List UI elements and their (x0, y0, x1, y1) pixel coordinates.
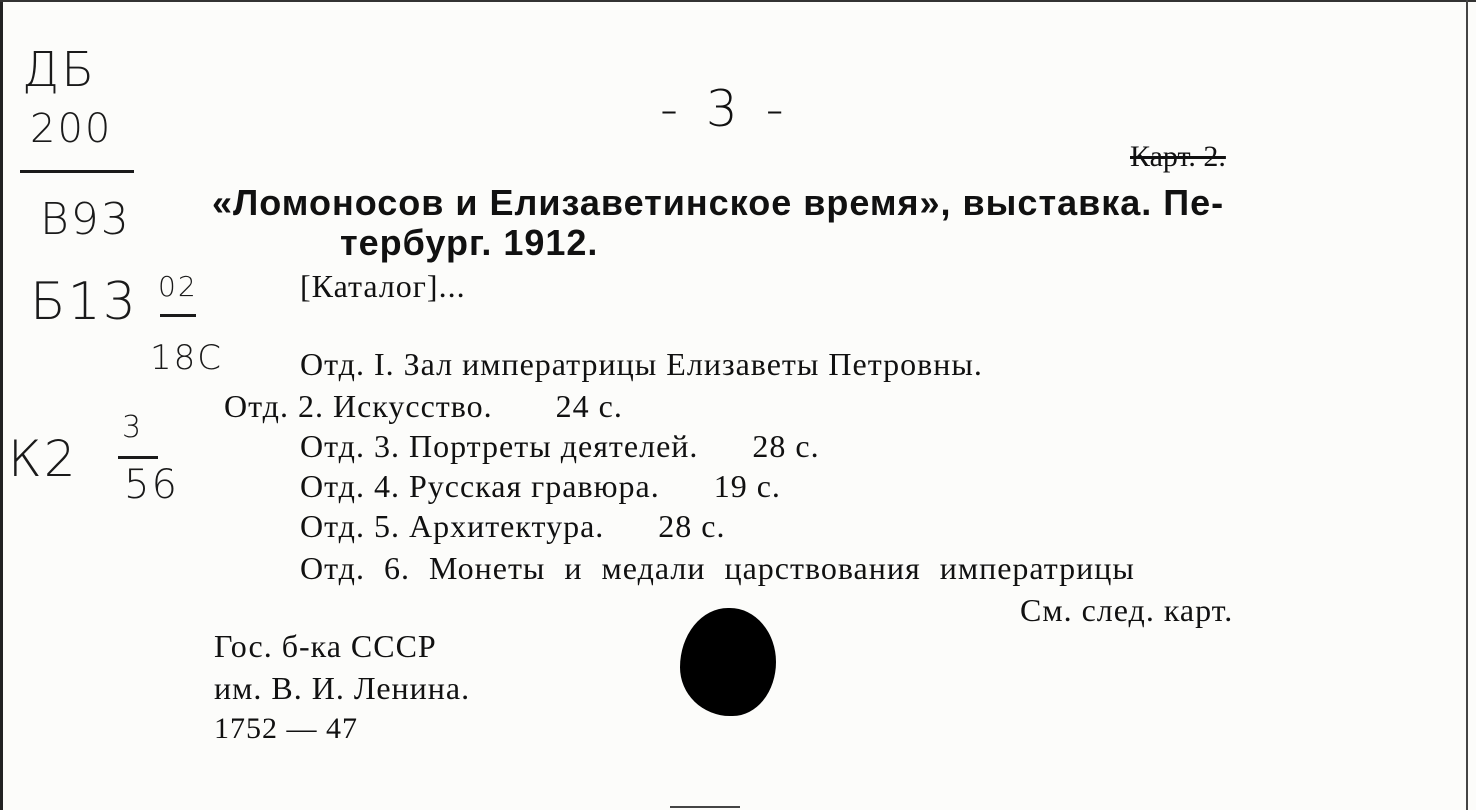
handwritten-underline (20, 170, 134, 173)
card-edge-top (0, 0, 1476, 2)
handwritten-shelf-2-sup: 02 (158, 270, 198, 303)
title-line-1: «Ломоносов и Елизаветинское время», выставка. Пе- (212, 182, 1225, 223)
handwritten-shelf-3-main: К2 (8, 430, 78, 488)
library-line-1: Гос. б-ка СССР (214, 628, 437, 664)
library-line-3: 1752 — 47 (214, 712, 358, 745)
handwritten-shelf-2-main: Б13 (30, 272, 138, 332)
handwritten-shelf-3-num: 3 (122, 410, 144, 445)
section-4: Отд. 4. Русская гравюра. 19 с. (300, 468, 781, 504)
struck-reference: Карт. 2. (1130, 140, 1226, 173)
section-2: Отд. 2. Искусство. 24 с. (224, 388, 623, 424)
card-edge-right (1466, 0, 1468, 810)
title-line-2: тербург. 1912. (340, 222, 599, 263)
handwritten-shelf-2-sub: 18С (150, 338, 224, 378)
handwritten-fraction-bar-1 (160, 314, 196, 317)
card-edge-left (0, 0, 3, 810)
handwritten-code-number: 200 (30, 106, 113, 152)
section-1: Отд. I. Зал императрицы Елизаветы Петровны. (300, 346, 983, 382)
handwritten-shelf-1: В93 (40, 194, 131, 245)
catalog-label: [Каталог]... (300, 268, 466, 304)
page-number: - 3 - (660, 80, 790, 138)
library-line-2: им. В. И. Ленина. (214, 670, 471, 706)
handwritten-fraction-bar-2 (118, 456, 158, 459)
handwritten-shelf-3-den: 56 (124, 462, 179, 508)
section-6: Отд. 6. Монеты и медали царствования императрицы (300, 550, 1135, 586)
card-edge-bottom (670, 806, 740, 808)
handwritten-code-top: ДБ (22, 42, 97, 98)
section-5: Отд. 5. Архитектура. 28 с. (300, 508, 726, 544)
ink-blot (680, 608, 776, 716)
see-next-card: См. след. карт. (1020, 592, 1234, 628)
section-3: Отд. 3. Портреты деятелей. 28 с. (300, 428, 820, 464)
